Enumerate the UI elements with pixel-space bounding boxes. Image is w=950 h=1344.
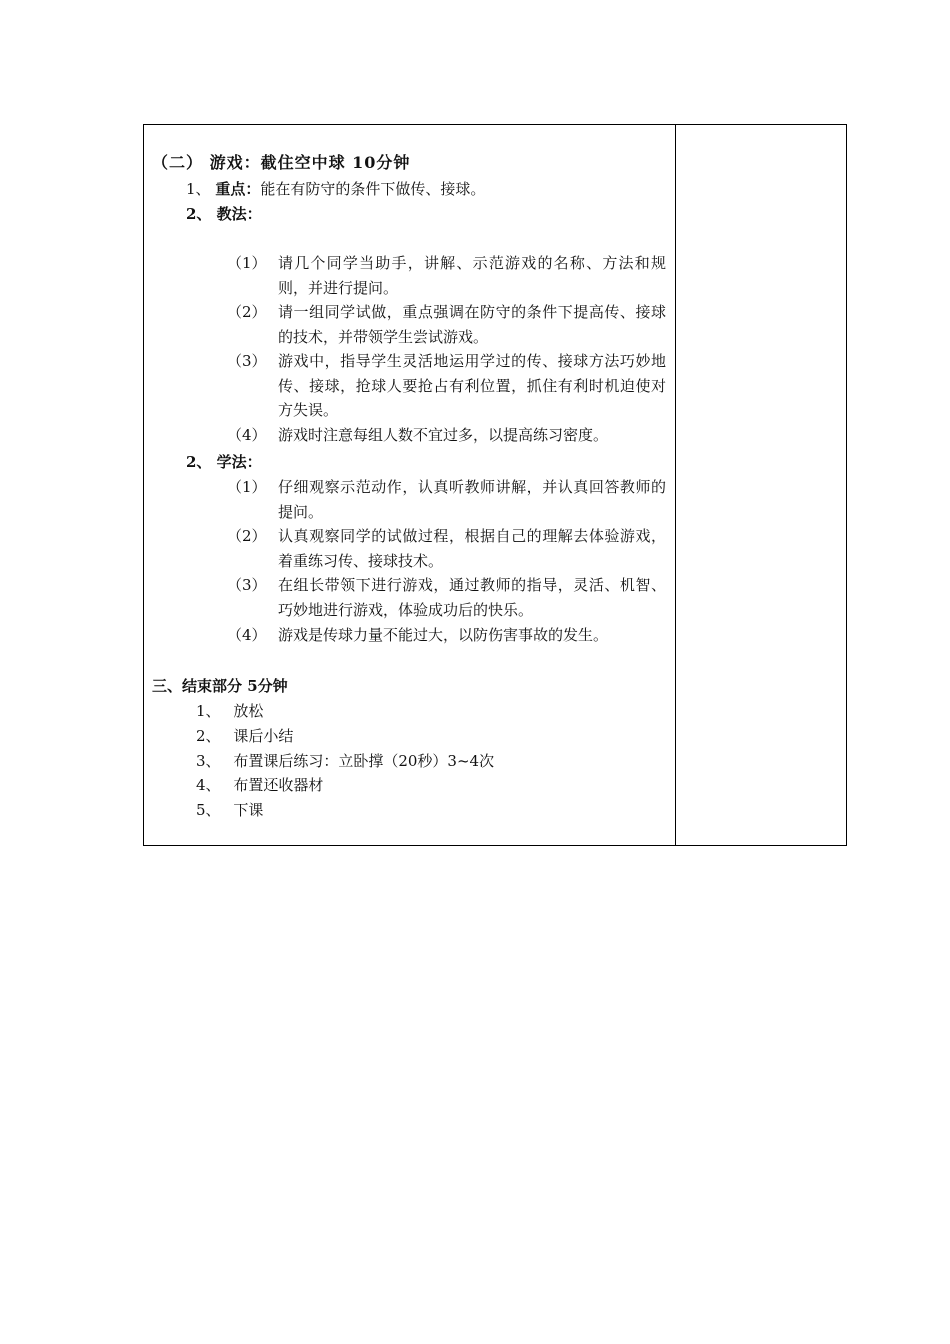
end-item-number: 2、 (196, 727, 221, 745)
teaching-item-number: （4） (227, 426, 267, 444)
end-list-item (196, 699, 263, 723)
teaching-method-heading (186, 202, 262, 226)
focus-number: 1、 (186, 180, 211, 198)
end-list-item (196, 724, 293, 748)
focus-line (186, 177, 485, 201)
learning-number: 2、 (186, 453, 212, 471)
learning-item-number: （1） (227, 478, 267, 496)
learning-item-text: 游戏是传球力量不能过大，以防伤害事故的发生。 (278, 626, 609, 644)
lesson-table (143, 124, 847, 846)
teaching-item-text: 请一组同学试做，重点强调在防守的条件下提高传、接球的技术，并带领学生尝试游戏。 (278, 303, 666, 346)
focus-label: 重点： (215, 180, 261, 198)
learning-item-text: 认真观察同学的试做过程，根据自己的理解去体验游戏，着重练习传、接球技术。 (278, 527, 666, 570)
learning-item-text: 在组长带领下进行游戏，通过教师的指导，灵活、机智、巧妙地进行游戏，体验成功后的快乐。 (278, 576, 666, 619)
learning-item-number: （2） (227, 527, 267, 545)
game-section-heading: （二） 游戏：截住空中球 10分钟 (152, 153, 411, 172)
end-item-number: 5、 (196, 801, 221, 819)
teaching-item-number: （2） (227, 303, 267, 321)
end-item-text: 放松 (233, 702, 264, 720)
teaching-item-text: 游戏中，指导学生灵活地运用学过的传、接球方法巧妙地传、接球，抢球人要抢占有利位置，抓住有利时机迫使对方失误。 (278, 352, 666, 419)
end-item-number: 4、 (196, 776, 221, 794)
end-item-number: 1、 (196, 702, 221, 720)
end-item-text: 布置还收器材 (233, 776, 324, 794)
end-item-text: 布置课后练习：立卧撑（20秒）3~4次 (233, 752, 495, 770)
end-section-heading: 三、结束部分 5分钟 (152, 677, 288, 695)
learning-label: 学法： (216, 453, 262, 471)
teaching-item-text: 请几个同学当助手，讲解、示范游戏的名称、方法和规则，并进行提问。 (278, 254, 666, 297)
end-item-number: 3、 (196, 752, 221, 770)
learning-item-text: 仔细观察示范动作，认真听教师讲解，并认真回答教师的提问。 (278, 478, 666, 521)
teaching-number: 2、 (186, 205, 212, 223)
column-divider (675, 125, 676, 845)
end-item-text: 课后小结 (233, 727, 294, 745)
end-item-text: 下课 (233, 801, 264, 819)
teaching-item-text: 游戏时注意每组人数不宜过多，以提高练习密度。 (278, 426, 609, 444)
learning-item-number: （3） (227, 576, 267, 594)
learning-method-heading (186, 450, 262, 474)
teaching-item-number: （1） (227, 254, 267, 272)
teaching-item-number: （3） (227, 352, 267, 370)
teaching-label: 教法： (216, 205, 262, 223)
end-list-item (196, 773, 323, 797)
focus-text: 能在有防守的条件下做传、接球。 (260, 180, 486, 198)
end-list-item (196, 798, 263, 822)
end-list-item (196, 749, 494, 773)
learning-item-number: （4） (227, 626, 267, 644)
